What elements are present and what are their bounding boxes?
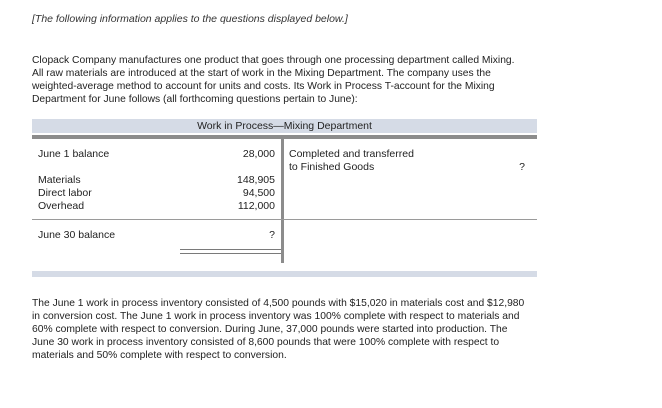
t-account <box>32 119 537 277</box>
text-line: 60% complete with respect to conversion. During June, 37,000 pounds were started into production. The <box>32 324 508 335</box>
t-account-divider <box>281 139 284 263</box>
june30-balance-label: June 30 balance <box>38 229 116 241</box>
direct-labor-amount: 94,500 <box>242 187 275 199</box>
transfer-label-line1: Completed and transferred <box>289 148 414 160</box>
transfer-label-line2: to Finished Goods <box>289 161 375 173</box>
text-line: in conversion cost. The June 1 work in process inventory was 100% complete with respect to materials and <box>32 311 520 322</box>
june30-balance-amount: ? <box>269 229 275 241</box>
intro-note: [The following information applies to the questions displayed below.] <box>32 13 348 25</box>
overhead-amount: 112,000 <box>237 200 275 212</box>
text-line: Clopack Company manufactures one product that goes through one processing department called Mixing. <box>32 55 515 66</box>
transfer-amount: ? <box>519 161 525 173</box>
june1-balance-label: June 1 balance <box>38 148 110 160</box>
text-line: materials and 50% complete with respect to conversion. <box>32 350 287 361</box>
t-account-total-rule <box>32 219 537 220</box>
materials-amount: 148,905 <box>237 174 275 186</box>
june1-balance-amount: 28,000 <box>242 148 275 160</box>
text-line: All raw materials are introduced at the start of work in the Mixing Department. The company uses the <box>32 68 491 79</box>
text-line: The June 1 work in process inventory consisted of 4,500 pounds with $15,020 in materials cost and $12,980 <box>32 298 525 309</box>
t-account-top-rule <box>32 135 537 139</box>
materials-label: Materials <box>38 174 81 186</box>
text-line: June 30 work in process inventory consisted of 8,600 pounds that were 100% complete with respect to <box>32 337 500 348</box>
text-line: Department for June follows (all forthcoming questions pertain to June): <box>32 94 358 105</box>
t-account-bottom-band <box>32 271 537 277</box>
overhead-label: Overhead <box>38 200 85 212</box>
balance-double-rule-1 <box>180 249 281 250</box>
t-account-title: Work in Process—Mixing Department <box>32 119 537 133</box>
text-line: weighted-average method to account for units and costs. Its Work in Process T-account for the Mixing <box>32 81 495 92</box>
inventory-details <box>32 297 632 362</box>
balance-double-rule-2 <box>180 253 281 254</box>
problem-description <box>32 54 632 106</box>
direct-labor-label: Direct labor <box>38 187 92 199</box>
